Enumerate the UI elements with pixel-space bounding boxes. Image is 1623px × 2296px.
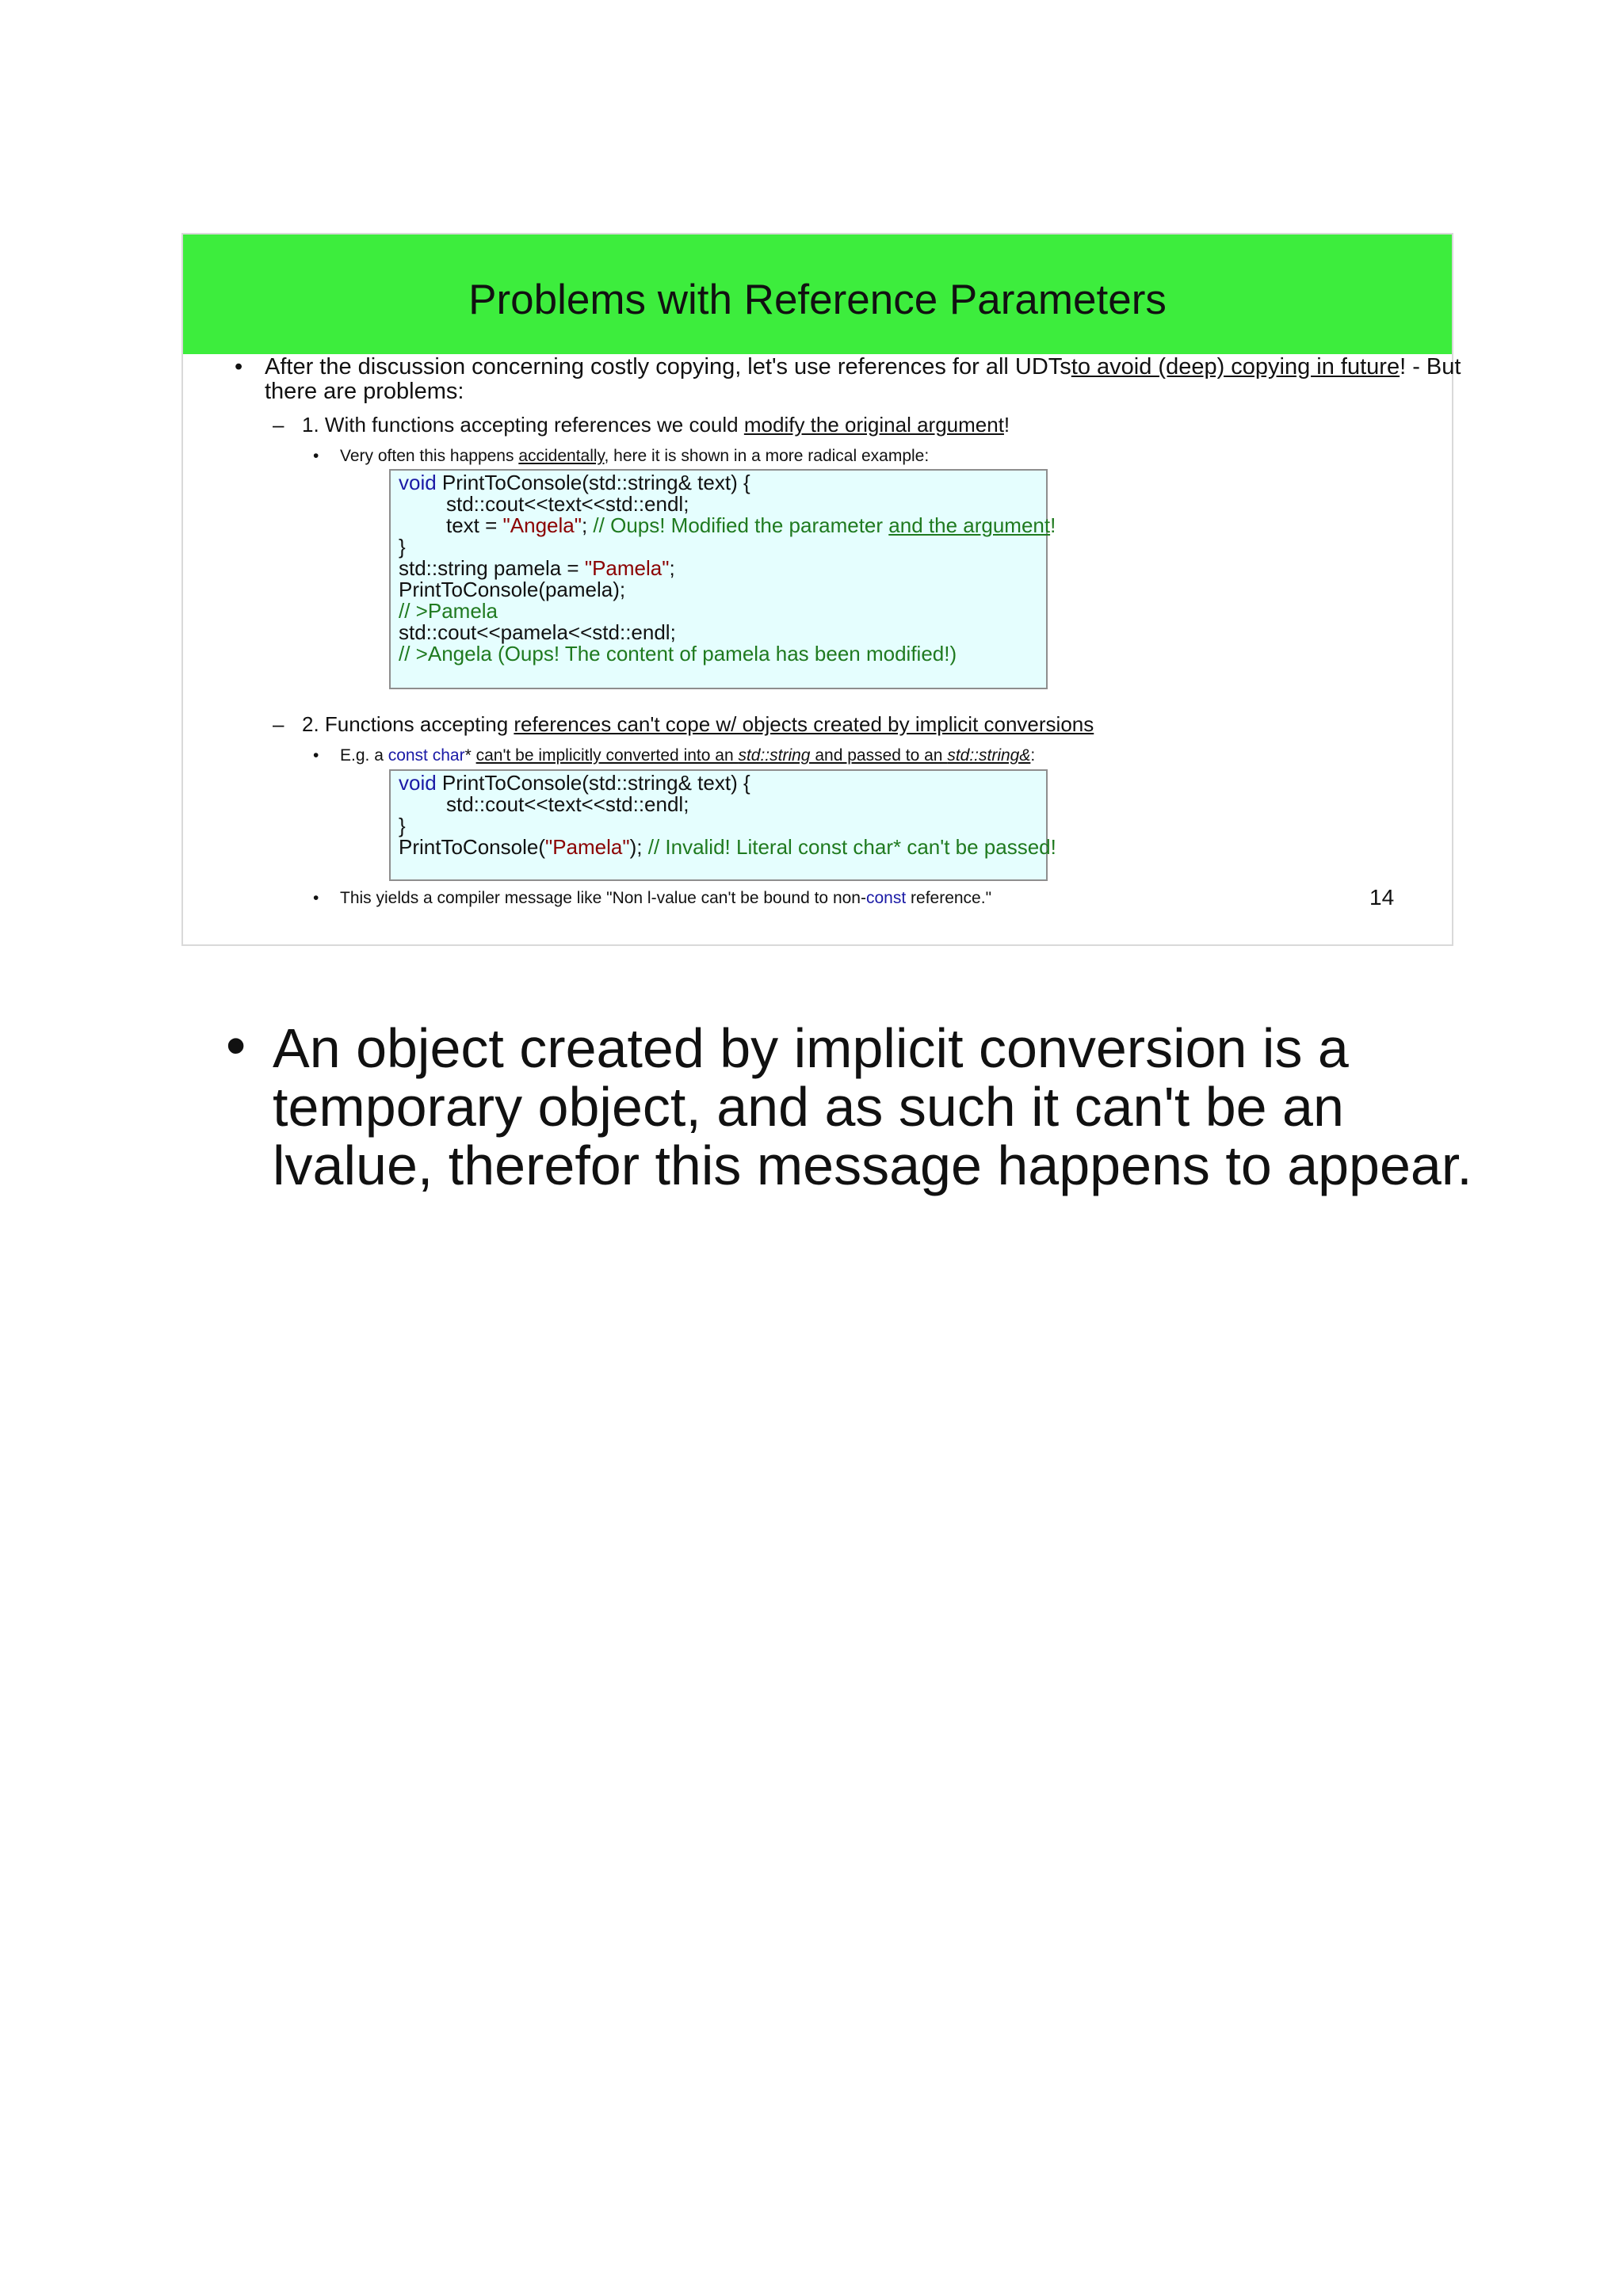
intro-bullet-line-2: there are problems: (265, 379, 464, 404)
code-line: PrintToConsole(pamela); (399, 578, 626, 601)
code-line (399, 837, 1056, 858)
intro-text: After the discussion concerning costly copying, let's use references for all UDTs (265, 354, 1071, 379)
code-text: ); (629, 835, 648, 859)
intro-underlined-text: to avoid (deep) copying in future (1071, 354, 1400, 379)
code-block-2 (389, 769, 1056, 881)
point-1-text: 1. With functions accepting references we could (302, 413, 744, 437)
intro-bullet-line-1 (265, 354, 1461, 380)
point-2-sub-text: E.g. a (340, 746, 388, 765)
point-1-sub-text: Very often this happens (340, 447, 519, 465)
code-text: PrintToConsole(std::string& text) { (436, 771, 750, 795)
code-text: text = (446, 513, 503, 537)
point-1-sub-end: , here it is shown in a more radical example: (604, 447, 930, 465)
code-line: } (399, 535, 406, 559)
code-text: PrintToConsole(std::string& text) { (436, 471, 750, 494)
point-1-underlined: modify the original argument (743, 413, 1004, 437)
dash-marker: – (273, 712, 285, 736)
point-2-sub-italic: std::string& (947, 746, 1031, 765)
code-line: std::cout<<text<<std::endl; (446, 792, 689, 816)
code-text: ; (581, 513, 594, 537)
dash-marker: – (273, 413, 285, 437)
point-1 (302, 413, 1010, 437)
code-keyword: void (399, 771, 437, 795)
slide (181, 233, 1461, 946)
code-comment: // Oups! Modified the parameter (593, 513, 889, 537)
code-comment: // Invalid! Literal const char* can't be passed! (647, 835, 1056, 859)
speaker-notes (273, 1019, 1493, 1195)
point-3-sub (340, 889, 991, 908)
code-string: "Pamela" (584, 556, 670, 580)
page-number: 14 (1369, 885, 1395, 910)
point-2-sub-text: * (464, 746, 476, 765)
code-string: "Angela" (502, 513, 582, 537)
bullet-marker: • (313, 447, 319, 465)
slide-title: Problems with Reference Parameters (468, 277, 1167, 323)
code-line-comment: // >Angela (Oups! The content of pamela has been modified!) (399, 642, 957, 666)
code-line (399, 558, 675, 579)
point-2-underlined: references can't cope w/ objects created by implicit conversions (514, 712, 1094, 736)
point-2-sub-underlined: can't be implicitly converted into an (475, 746, 739, 765)
code-line-comment: // >Pamela (399, 599, 498, 623)
intro-text-end: ! - But (1400, 354, 1461, 379)
point-1-end: ! (1003, 413, 1010, 437)
notes-line-1: An object created by implicit conversion is a (273, 1017, 1349, 1079)
code-line (399, 515, 1056, 536)
code-line: std::cout<<pamela<<std::endl; (399, 620, 676, 644)
point-2-sub-underlined: and passed to an (810, 746, 948, 765)
bullet-marker: • (235, 354, 243, 379)
code-line (399, 472, 750, 494)
point-2 (302, 712, 1094, 736)
point-3-sub-text: This yields a compiler message like "Non l-value can't be bound to non- (340, 889, 866, 907)
code-text: PrintToConsole( (399, 835, 545, 859)
notes-line-3: lvalue, therefor this message happens to appear. (273, 1135, 1472, 1196)
code-keyword: void (399, 471, 437, 494)
point-2-sub-end: : (1030, 746, 1036, 765)
code-comment-underlined: and the argument (888, 513, 1051, 537)
code-block-1 (389, 469, 1056, 689)
code-line (399, 772, 750, 794)
code-text: ; (669, 556, 675, 580)
code-line: std::cout<<text<<std::endl; (446, 492, 689, 516)
notes-line-2: temporary object, and as such it can't be an (273, 1076, 1344, 1138)
code-string: "Pamela" (544, 835, 630, 859)
point-3-sub-end: reference." (906, 889, 992, 907)
code-line: } (399, 814, 406, 837)
notes-bullet-marker: • (226, 1014, 246, 1077)
point-2-sub (340, 746, 1035, 765)
point-3-sub-keyword: const (865, 889, 907, 907)
bullet-marker: • (313, 746, 319, 765)
point-1-sub (340, 447, 929, 466)
point-1-sub-underlined: accidentally (518, 447, 605, 465)
point-2-sub-keyword: const char (388, 746, 465, 765)
code-text: std::string pamela = (399, 556, 585, 580)
bullet-marker: • (313, 889, 319, 907)
point-2-text: 2. Functions accepting (302, 712, 514, 736)
code-comment: ! (1050, 513, 1056, 537)
point-2-sub-italic: std::string (738, 746, 811, 765)
